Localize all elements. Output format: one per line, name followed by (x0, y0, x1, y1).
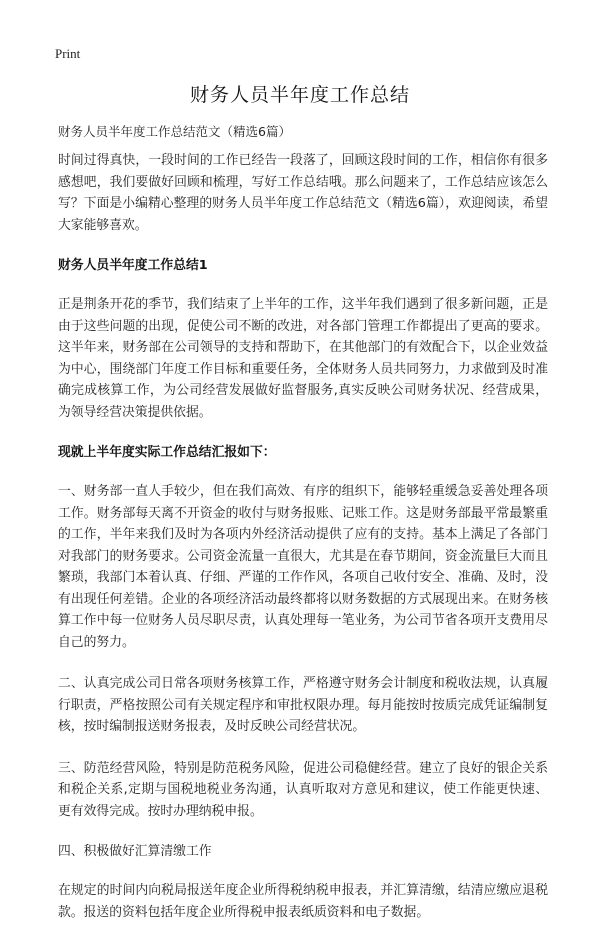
item-paragraph-1: 一、财务部一直人手较少，但在我们高效、有序的组织下，能够轻重缓急妥善处理各项工作。财务部每天离不开资金的收付与财务报账、记账工作。这是财务部最平常最繁重的工作，半年来我们及时为各项内外经济活动提供了应有的支持。基本上满足了各部门对我部门的财务要求。公司资金流量一直很大，尤其是在春节期间，资金流量巨大而且繁琐，我部门本着认真、仔细、严谨的工作作风，各项自己收付安全、准确、及时，没有出现任何差错。企业的各项经济活动最终都将以财务数据的方式展现出来。在财务核算工作中每一位财务人员尽职尽责，认真处理每一笔业务，为公司节省各项开支费用尽自己的努力。 (58, 484, 548, 650)
print-button[interactable]: Print (55, 46, 81, 61)
item-paragraph-2: 二、认真完成公司日常各项财务核算工作，严格遵守财务会计制度和税收法规，认真履行职责，严格按照公司有关规定程序和审批权限办理。每月能按时按质完成凭证编制复核，按时编制报送财务报表，及时反映公司经营状况。 (58, 676, 548, 734)
section-paragraph: 正是荆条开花的季节，我们结束了上半年的工作，这半年我们遇到了很多新问题，正是由于这些问题的出现，促使公司不断的改进，对各部门管理工作都提出了更高的要求。这半年来，财务部在公司领导的支持和帮助下，在其他部门的有效配合下，以企业效益为中心，围绕部门年度工作目标和重要任务，全体财务人员共同努力，力求做到及时准确完成核算工作，为公司经营发展做好监督服务,真实反映公司财务状况、经营成果，为领导经营决策提供依据。 (58, 297, 548, 420)
intro-paragraph: 时间过得真快，一段时间的工作已经告一段落了，回顾这段时间的工作，相信你有很多感想吧，我们要做好回顾和梳理，写好工作总结哦。那么问题来了，工作总结应该怎么写？下面是小编精心整理的财务人员半年度工作总结范文（精选6篇），欢迎阅读，希望大家能够喜欢。 (58, 153, 548, 233)
item-paragraph-4: 在规定的时间内向税局报送年度企业所得税纳税申报表，并汇算清缴，结清应缴应退税款。报送的资料包括年度企业所得税申报表纸质资料和电子数据。 (58, 883, 548, 920)
item-heading-4: 四、积极做好汇算清缴工作 (58, 844, 212, 859)
report-heading: 现就上半年度实际工作总结汇报如下： (58, 445, 276, 460)
document-subtitle: 财务人员半年度工作总结范文（精选6篇） (58, 124, 291, 139)
page-title: 财务人员半年度工作总结 (189, 84, 410, 106)
item-paragraph-3: 三、防范经营风险，特别是防范税务风险，促进公司稳健经营。建立了良好的银企关系和税企关系,定期与国税地税业务沟通，认真听取对方意见和建议，使工作能更快速、更有效得完成。按时办理纳税申报。 (58, 760, 548, 819)
section-heading: 财务人员半年度工作总结1 (58, 258, 208, 273)
document-body (58, 150, 548, 943)
